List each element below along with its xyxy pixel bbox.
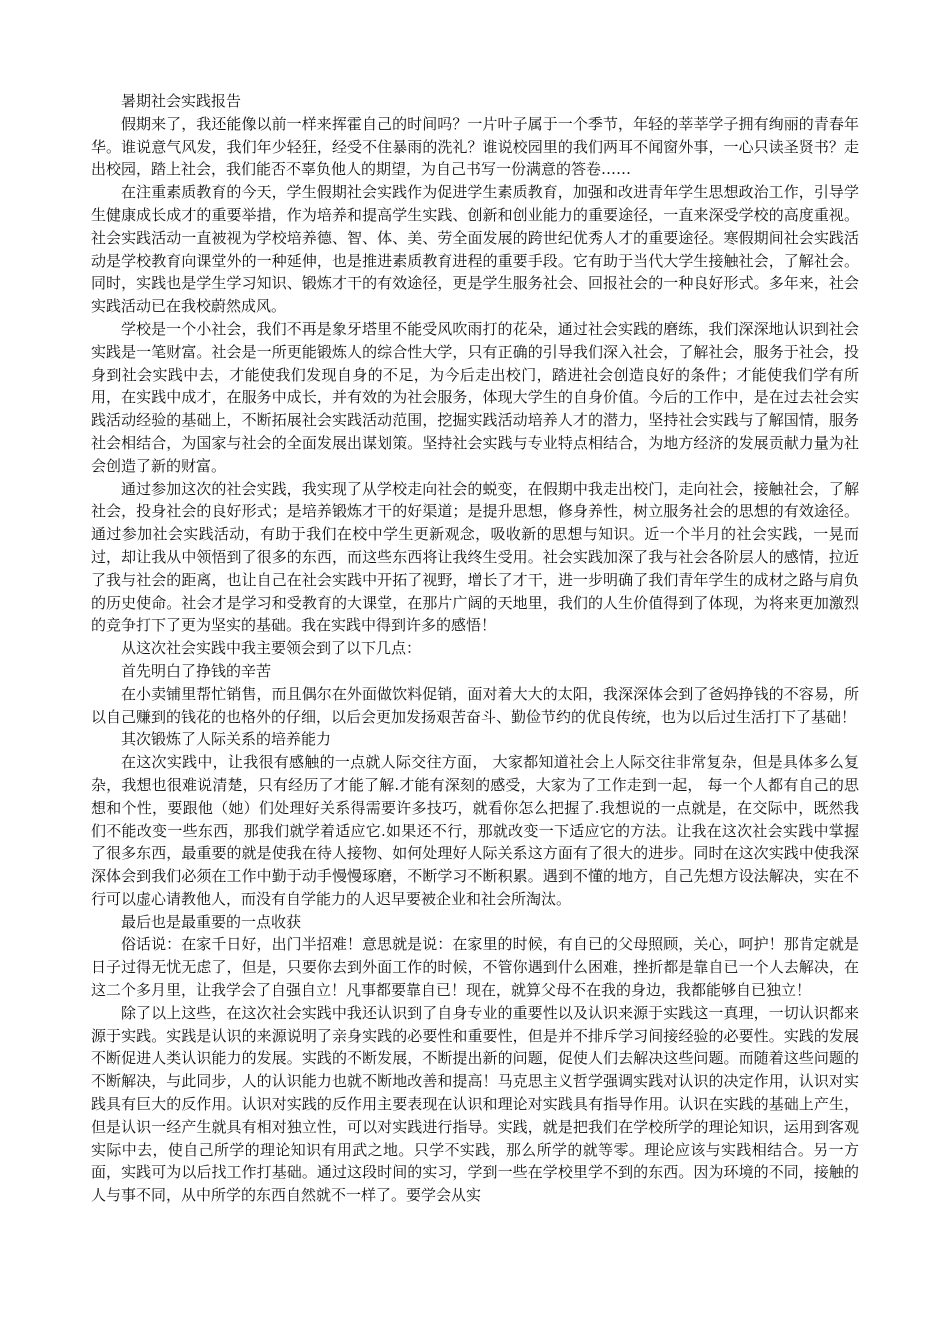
paragraph-practice-gains: 通过参加这次的社会实践，我实现了从学校走向社会的蜕变，在假期中我走出校门，走向社会，接触社会，了解社会，投身社会的良好形式；是培养锻炼才干的好渠道；是提升思想，修身养性，树立服务社会的思想的有效途径。通过参加社会实践活动，有助于我们在校中学生更新观念，吸收新的思想与知识。近一个半月的社会实践，一晃而过，却让我从中领悟到了很多的东西，而这些东西将让我终生受用。社会实践加深了我与社会各阶层人的感情，拉近了我与社会的距离，也让自己在社会实践中开拓了视野，增长了才干，进一步明确了我们青年学生的成材之路与肩负的历史使命。社会才是学习和受教育的大课堂，在那片广阔的天地里，我们的人生价值得到了体现，为将来更加激烈的竞争打下了更为坚实的基础。我在实践中得到许多的感悟！ [91,479,859,635]
heading-third-point: 最后也是最重要的一点收获 [121,912,302,931]
paragraph-second-point: 在这次实践中，让我很有感触的一点就人际交往方面， 大家都知道社会上人际交往非常复杂，但是具体多么复杂，我想也很难说清楚，只有经历了才能了解.才能有深刻的感受，大家为了工作走到一起， 每一个人都有自己的思想和个性，要跟他（她）们处理好关系得需要许多技巧，就看你怎么把握了.我想说的一点就是，在交际中，既然我们不能改变一些东西，那我们就学着适应它.如果还不行，那就改变一下适应它的方法。让我在这次社会实践中掌握了很多东西，最重要的就是使我在待人接物、如何处理好人际关系这方面有了很大的进步。同时在这次实践中使我深深体会到我们必须在工作中勤于动手慢慢琢磨，不断学习不断积累。遇到不懂的地方，自己先想方设法解决，实在不行可以虚心请教他人，而没有自学能力的人迟早要被企业和社会所淘汰。 [91,753,859,908]
paragraph-quality-education: 在注重素质教育的今天，学生假期社会实践作为促进学生素质教育，加强和改进青年学生思想政治工作，引导学生健康成长成才的重要举措，作为培养和提高学生实践、创新和创业能力的重要途径，一直来深受学校的高度重视。社会实践活动一直被视为学校培养德、智、体、美、劳全面发展的跨世纪优秀人才的重要途径。寒假期间社会实践活动是学校教育向课堂外的一种延伸，也是推进素质教育进程的重要手段。它有助于当代大学生接触社会，了解社会。同时，实践也是学生学习知识、锻炼才干的有效途径，更是学生服务社会、回报社会的一种良好形式。多年来，社会实践活动已在我校蔚然成风。 [91,183,859,316]
document-title: 暑期社会实践报告 [121,92,242,110]
paragraph-school-society: 学校是一个小社会，我们不再是象牙塔里不能受风吹雨打的花朵，通过社会实践的磨练，我们深深地认识到社会实践是一笔财富。社会是一所更能锻炼人的综合性大学，只有正确的引导我们深入社会，了解社会，服务于社会，投身到社会实践中去，才能使我们发现自身的不足，为今后走出校门，踏进社会创造良好的条件；才能使我们学有所用，在实践中成才，在服务中成长，并有效的为社会服务，体现大学生的自身价值。今后的工作中，是在过去社会实践活动经验的基础上，不断拓展社会实践活动范围，挖掘实践活动培养人才的潜力，坚持社会实践与了解国情，服务社会相结合，为国家与社会的全面发展出谋划策。坚持社会实践与专业特点相结合，为地方经济的发展贡献力量为社会创造了新的财富。 [91,319,859,475]
paragraph-points-intro: 从这次社会实践中我主要领会到了以下几点： [121,639,422,658]
heading-first-point: 首先明白了挣钱的辛苦 [121,661,272,680]
paragraph-first-point: 在小卖铺里帮忙销售，而且偶尔在外面做饮料促销，面对着大大的太阳，我深深体会到了爸妈挣钱的不容易，所以自己赚到的钱花的也格外的仔细，以后会更加发扬艰苦奋斗、勤俭节约的优良传统，也为以后过生活打下了基础！ [91,684,859,726]
paragraph-third-point: 俗话说：在家千日好，出门半招难！意思就是说：在家里的时候，有自已的父母照顾，关心，呵护！那肯定就是日子过得无忧无虑了，但是，只要你去到外面工作的时候，不管你遇到什么困难，挫折都是靠自已一个人去解决，在这二个多月里，让我学会了自强自立！凡事都要靠自已！现在，就算父母不在我的身边，我都能够自已独立！ [91,935,859,1000]
paragraph-intro: 假期来了，我还能像以前一样来挥霍自己的时间吗？一片叶子属于一个季节，年轻的莘莘学子拥有绚丽的青春年华。谁说意气风发，我们年少轻狂，经受不住暴雨的洗礼？谁说校园里的我们两耳不闻窗外事，一心只读圣贤书？走出校园，踏上社会，我们能否不辜负他人的期望，为自己书写一份满意的答卷…… [91,114,859,179]
document-page [91,90,859,1207]
heading-second-point: 其次锻炼了人际关系的培养能力 [121,730,332,749]
paragraph-conclusion: 除了以上这些，在这次社会实践中我还认识到了自身专业的重要性以及认识来源于实践这一真理，一切认识都来源于实践。实践是认识的来源说明了亲身实践的必要性和重要性，但是并不排斥学习间接经验的必要性。实践的发展不断促进人类认识能力的发展。实践的不断发展，不断提出新的问题，促使人们去解决这些问题。而随着这些问题的不断解决，与此同步，人的认识能力也就不断地改善和提高！马克思主义哲学强调实践对认识的决定作用，认识对实践具有巨大的反作用。认识对实践的反作用主要表现在认识和理论对实践具有指导作用。认识在实践的基础上产生，但是认识一经产生就具有相对独立性，可以对实践进行指导。实践，就是把我们在学校所学的理论知识，运用到客观实际中去，使自己所学的理论知识有用武之地。只学不实践，那么所学的就等零。理论应该与实践相结合。另一方面，实践可为以后找工作打基础。通过这段时间的实习，学到一些在学校里学不到的东西。因为环境的不同，接触的人与事不同，从中所学的东西自然就不一样了。要学会从实 [91,1003,859,1205]
